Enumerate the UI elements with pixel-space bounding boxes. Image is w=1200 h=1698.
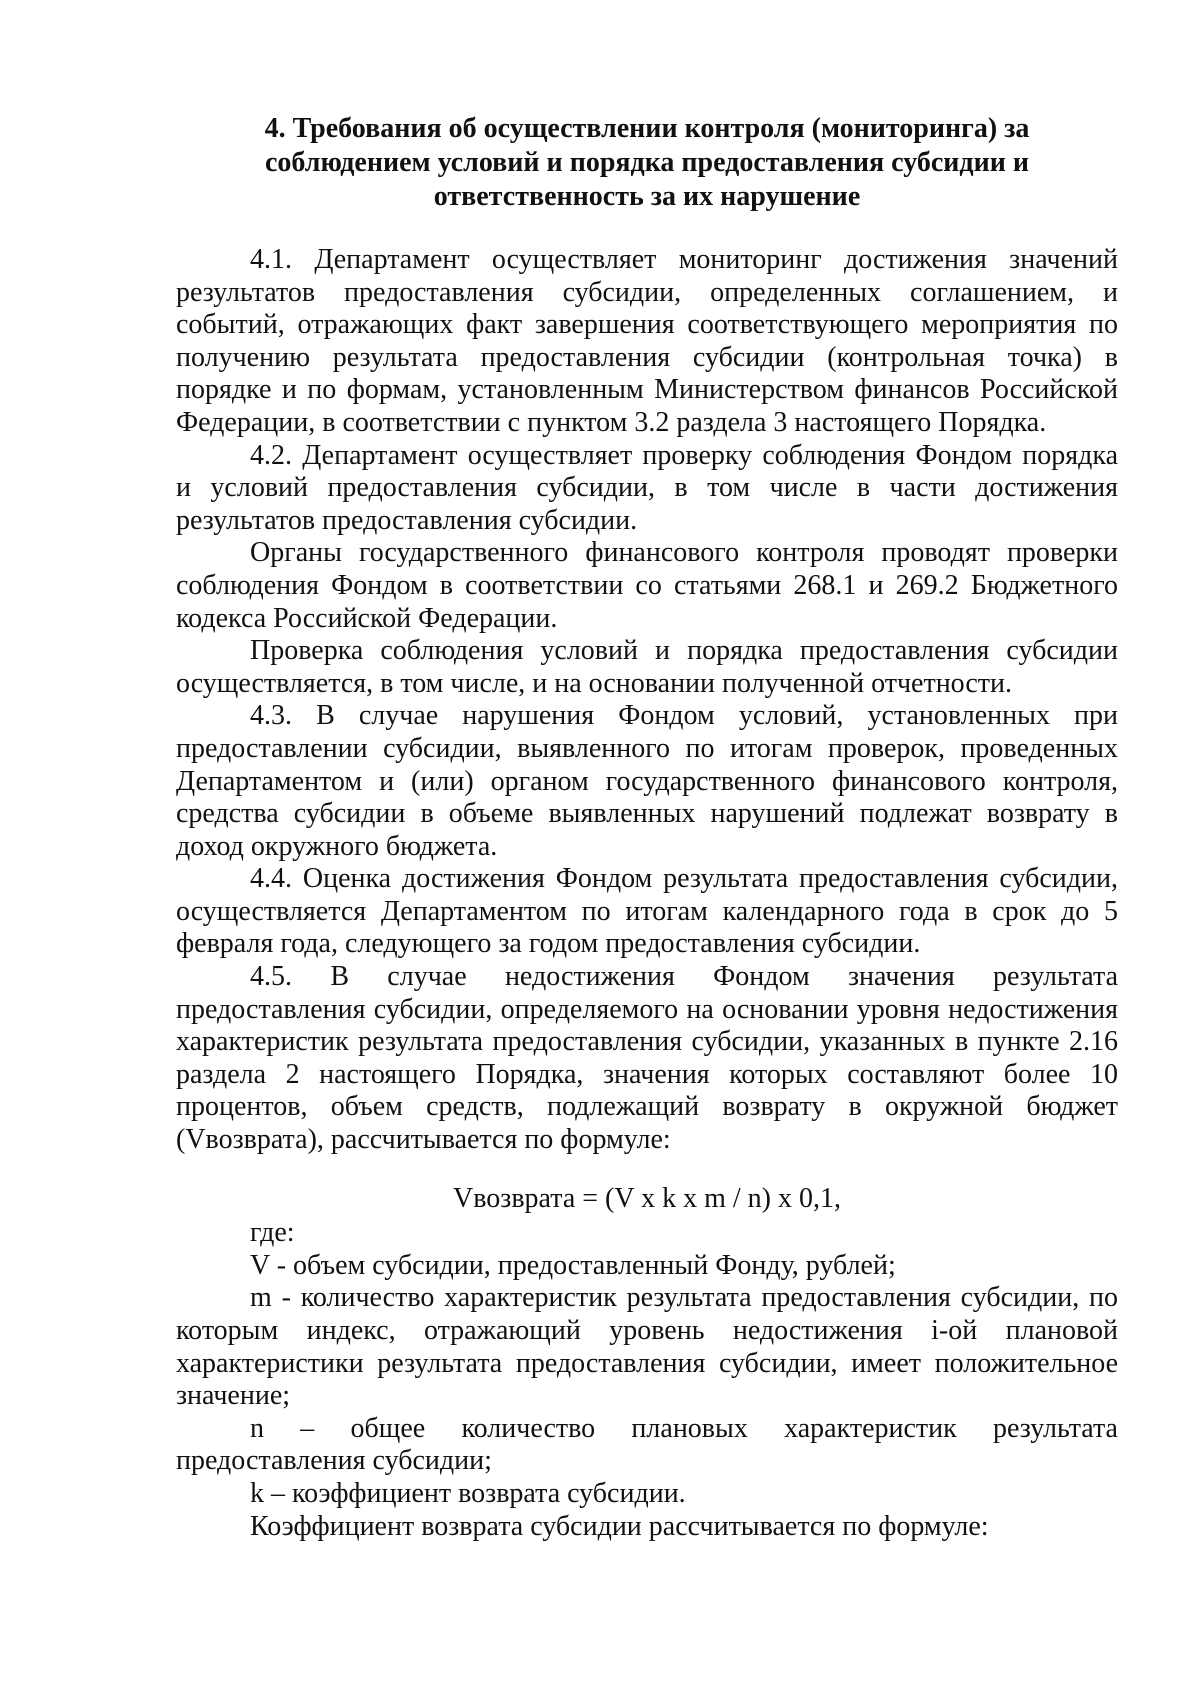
definition-m: m - количество характеристик результата предоставления субсидии, по которым индекс, отражающий уровень недостижения i-ой плановой характеристики результата предоставления субсидии, имеет положительное значение; [176,1282,1118,1412]
paragraph-control-bodies: Органы государственного финансового контроля проводят проверки соблюдения Фондом в соответствии со статьями 268.1 и 269.2 Бюджетного кодекса Российской Федерации. [176,537,1118,634]
paragraph-4-1: 4.1. Департамент осуществляет мониторинг достижения значений результатов предоставления субсидии, определенных соглашением, и событий, отражающих факт завершения соответствующего мероприятия по получению результата предоставления субсидии (контрольная точка) в порядке и по формам, установленным Министерством финансов Российской Федерации, в соответствии с пунктом 3.2 раздела 3 настоящего Порядка. [176,244,1118,438]
paragraph-4-5: 4.5. В случае недостижения Фондом значения результата предоставления субсидии, определяемого на основании уровня недостижения характеристик результата предоставления субсидии, указанных в пункте 2.16 раздела 2 настоящего Порядка, значения которых составляют более 10 процентов, объем средств, подлежащий возврату в окружной бюджет (Vвозврата), рассчитывается по формуле: [176,961,1118,1156]
heading-line-2: соблюдением условий и порядка предоставления субсидии и [265,147,1029,178]
paragraph-4-4: 4.4. Оценка достижения Фондом результата предоставления субсидии, осуществляется Департаментом по итогам календарного года в срок до 5 февраля года, следующего за годом предоставления субсидии. [176,863,1118,960]
paragraph-coefficient-formula-intro: Коэффициент возврата субсидии рассчитывается по формуле: [250,1510,989,1542]
document-page [176,112,1118,1543]
heading-line-1: 4. Требования об осуществлении контроля (мониторинга) за [264,113,1030,144]
paragraph-4-2: 4.2. Департамент осуществляет проверку соблюдения Фондом порядка и условий предоставления субсидии, в том числе в части достижения результатов предоставления субсидии. [176,439,1118,536]
document-body [176,244,1118,1543]
section-heading [176,112,1118,214]
heading-line-3: ответственность за их нарушение [433,181,861,212]
formula-refund-volume: Vвозврата = (V x k x m / n) x 0,1, [453,1182,841,1214]
paragraph-4-3: 4.3. В случае нарушения Фондом условий, установленных при предоставлении субсидии, выявленного по итогам проверок, проведенных Департаментом и (или) органом государственного финансового контроля, средства субсидии в объеме выявленных нарушений подлежат возврату в доход окружного бюджета. [176,700,1118,862]
definition-n: n – общее количество плановых характеристик результата предоставления субсидии; [176,1412,1118,1477]
definition-v: V - объем субсидии, предоставленный Фонду, рублей; [250,1249,896,1281]
definition-where: где: [250,1217,295,1249]
paragraph-reporting-check: Проверка соблюдения условий и порядка предоставления субсидии осуществляется, в том числе, и на основании полученной отчетности. [176,635,1118,699]
definition-k: k – коэффициент возврата субсидии. [250,1477,686,1509]
